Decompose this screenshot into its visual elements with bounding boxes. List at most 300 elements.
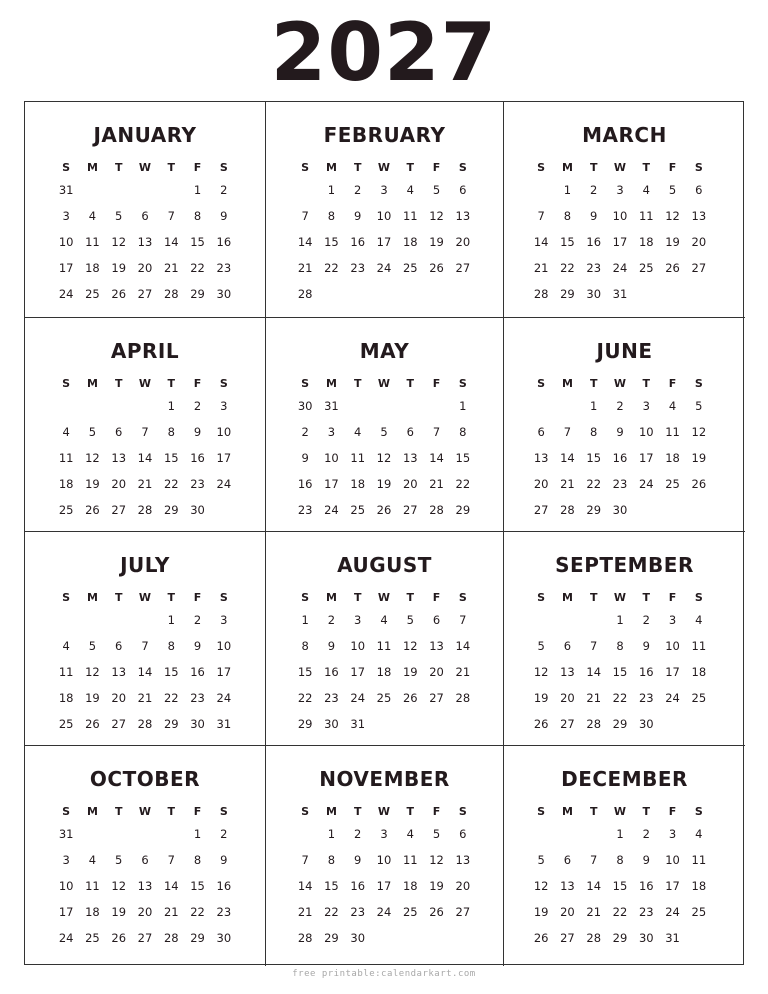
day-cell: 22 — [612, 905, 628, 919]
day-cell: 4 — [354, 425, 362, 439]
day-cell — [158, 823, 184, 849]
day-cell: 14 — [560, 451, 575, 465]
weekday-label: M — [325, 591, 337, 604]
day-cell: 17 — [350, 665, 366, 679]
day-cell: 9 — [616, 425, 624, 439]
weekday-label: M — [325, 161, 337, 174]
weekday-label: S — [62, 805, 71, 818]
day-cell: 22 — [560, 261, 575, 275]
day-cell: 8 — [563, 209, 572, 223]
day-cell: 24 — [324, 503, 339, 517]
day-cell: 25 — [350, 503, 366, 517]
day-cell: 15 — [560, 235, 575, 249]
weekday-label: S — [301, 805, 310, 818]
day-cell — [633, 499, 659, 525]
weekday-label: T — [589, 591, 598, 604]
day-cell: 11 — [691, 853, 707, 867]
day-cell — [423, 713, 449, 739]
day-cell: 27 — [111, 717, 127, 731]
day-cell: 19 — [665, 235, 680, 249]
weekday-label: S — [537, 591, 546, 604]
day-cell: 28 — [137, 503, 153, 517]
day-cell — [106, 823, 132, 849]
weekday-label: S — [537, 805, 546, 818]
day-cell — [106, 609, 132, 635]
day-cell: 4 — [88, 853, 97, 867]
day-cell: 22 — [297, 691, 313, 705]
week-row — [292, 609, 476, 635]
weekday-label: W — [138, 377, 152, 390]
day-cell: 2 — [590, 183, 598, 197]
day-cell: 30 — [612, 503, 628, 517]
day-cell: 1 — [327, 183, 336, 197]
day-cell: 4 — [62, 639, 70, 653]
weekday-label: S — [537, 161, 546, 174]
day-cell: 13 — [455, 853, 471, 867]
day-cell — [554, 823, 580, 849]
day-cell: 16 — [216, 879, 232, 893]
week-row — [528, 421, 712, 447]
day-cell: 19 — [111, 261, 127, 275]
day-cell: 7 — [537, 209, 545, 223]
weekday-label: S — [694, 591, 703, 604]
day-cell: 26 — [85, 503, 100, 517]
day-cell: 25 — [691, 691, 707, 705]
month-name: MAY — [359, 339, 410, 363]
weekday-label: W — [377, 591, 391, 604]
day-cell: 28 — [137, 717, 153, 731]
week-row — [292, 687, 476, 713]
day-cell: 22 — [190, 905, 205, 919]
month-days-table — [53, 801, 237, 953]
day-cell: 1 — [193, 183, 202, 197]
month-august — [266, 532, 504, 746]
day-cell: 19 — [691, 451, 707, 465]
day-cell: 15 — [190, 235, 205, 249]
day-cell — [450, 283, 476, 309]
day-cell: 29 — [612, 931, 628, 945]
weekday-label: F — [193, 161, 202, 174]
weekday-header — [528, 587, 712, 609]
day-cell — [686, 927, 712, 953]
day-cell: 28 — [297, 287, 313, 301]
month-name: MARCH — [582, 123, 667, 147]
day-cell: 20 — [137, 261, 153, 275]
day-cell: 8 — [459, 425, 467, 439]
day-cell — [132, 395, 158, 421]
day-cell: 2 — [354, 183, 362, 197]
day-cell: 13 — [137, 879, 153, 893]
day-cell: 13 — [455, 209, 471, 223]
weekday-label: T — [406, 161, 415, 174]
day-cell: 21 — [137, 691, 153, 705]
day-cell: 30 — [216, 287, 232, 301]
day-cell: 14 — [297, 879, 313, 893]
day-cell — [158, 179, 184, 205]
week-row — [528, 205, 712, 231]
day-cell: 2 — [193, 399, 202, 413]
day-cell: 13 — [560, 879, 575, 893]
day-cell: 9 — [354, 853, 362, 867]
day-cell: 30 — [190, 717, 205, 731]
weekday-label: W — [613, 161, 627, 174]
day-cell: 8 — [193, 853, 202, 867]
week-row — [292, 713, 476, 739]
day-cell: 3 — [616, 183, 624, 197]
day-cell: 27 — [111, 503, 127, 517]
month-name: AUGUST — [337, 553, 432, 577]
day-cell: 18 — [691, 879, 707, 893]
day-cell: 20 — [560, 691, 575, 705]
week-row — [528, 473, 712, 499]
weekday-label: W — [377, 161, 391, 174]
week-row — [292, 205, 476, 231]
day-cell: 4 — [406, 183, 414, 197]
weekday-header — [528, 801, 712, 823]
day-cell: 2 — [193, 613, 202, 627]
weekday-header — [292, 801, 476, 823]
day-cell: 22 — [163, 691, 179, 705]
day-cell: 24 — [665, 691, 680, 705]
weekday-header — [53, 157, 237, 179]
day-cell: 28 — [429, 503, 444, 517]
month-february — [266, 102, 504, 318]
month-name: OCTOBER — [89, 767, 201, 791]
day-cell: 28 — [560, 503, 575, 517]
day-cell: 26 — [665, 261, 680, 275]
day-cell: 7 — [563, 425, 572, 439]
day-cell — [292, 823, 318, 849]
weekday-label: S — [301, 377, 310, 390]
day-cell: 12 — [85, 451, 100, 465]
weekday-label: T — [114, 161, 123, 174]
day-cell — [528, 609, 554, 635]
day-cell: 2 — [616, 399, 624, 413]
day-cell: 25 — [665, 477, 680, 491]
day-cell: 9 — [354, 209, 362, 223]
weekday-label: M — [86, 805, 98, 818]
day-cell: 27 — [533, 503, 549, 517]
day-cell: 10 — [58, 879, 74, 893]
day-cell: 2 — [327, 613, 336, 627]
weekday-label: M — [561, 161, 573, 174]
day-cell: 30 — [216, 931, 232, 945]
day-cell: 21 — [533, 261, 549, 275]
day-cell: 14 — [137, 665, 153, 679]
week-row — [292, 421, 476, 447]
weekday-label: S — [219, 591, 228, 604]
month-days-table — [53, 157, 237, 309]
weekday-label: W — [613, 805, 627, 818]
day-cell: 23 — [216, 905, 232, 919]
day-cell: 2 — [301, 425, 309, 439]
week-row — [292, 257, 476, 283]
day-cell: 16 — [190, 451, 205, 465]
weekday-label: T — [167, 591, 176, 604]
day-cell: 25 — [376, 691, 392, 705]
day-cell — [450, 927, 476, 953]
weekday-label: F — [668, 161, 677, 174]
day-cell: 7 — [301, 853, 309, 867]
day-cell: 3 — [354, 613, 362, 627]
day-cell: 26 — [429, 261, 444, 275]
day-cell: 11 — [58, 451, 74, 465]
weekday-label: M — [325, 805, 337, 818]
weekday-label: T — [642, 377, 651, 390]
day-cell: 3 — [220, 613, 228, 627]
month-days-table — [528, 157, 712, 309]
weekday-label: S — [458, 805, 467, 818]
day-cell: 31 — [350, 717, 366, 731]
day-cell — [371, 283, 397, 309]
day-cell: 20 — [691, 235, 707, 249]
day-cell: 18 — [691, 665, 707, 679]
week-row — [53, 661, 237, 687]
week-row — [292, 849, 476, 875]
weekday-label: S — [62, 591, 71, 604]
day-cell: 15 — [455, 451, 471, 465]
month-days-table — [292, 373, 476, 525]
day-cell — [659, 283, 685, 309]
weekday-label: T — [167, 805, 176, 818]
day-cell: 20 — [402, 477, 418, 491]
day-cell: 24 — [216, 477, 232, 491]
day-cell: 25 — [402, 905, 418, 919]
day-cell: 13 — [111, 665, 127, 679]
day-cell: 20 — [137, 905, 153, 919]
day-cell: 29 — [455, 503, 471, 517]
day-cell: 8 — [167, 425, 175, 439]
weekday-header — [292, 373, 476, 395]
week-row — [292, 635, 476, 661]
weekday-label: W — [377, 377, 391, 390]
weekday-label: M — [86, 161, 98, 174]
day-cell: 21 — [586, 905, 602, 919]
day-cell: 13 — [402, 451, 418, 465]
day-cell: 1 — [563, 183, 572, 197]
day-cell: 31 — [216, 717, 232, 731]
weekday-label: T — [353, 161, 362, 174]
day-cell: 17 — [216, 665, 232, 679]
weekday-label: T — [353, 805, 362, 818]
day-cell: 24 — [376, 905, 392, 919]
weekday-label: T — [642, 805, 651, 818]
day-cell: 26 — [402, 691, 418, 705]
day-cell: 15 — [163, 665, 179, 679]
weekday-label: F — [193, 377, 202, 390]
weekday-label: M — [561, 591, 573, 604]
day-cell: 15 — [190, 879, 205, 893]
day-cell: 5 — [432, 827, 441, 841]
week-row — [528, 447, 712, 473]
day-cell: 15 — [324, 235, 339, 249]
weekday-label: T — [114, 805, 123, 818]
day-cell: 16 — [638, 665, 654, 679]
weekday-label: T — [406, 591, 415, 604]
day-cell: 14 — [586, 879, 602, 893]
weekday-label: S — [537, 377, 546, 390]
day-cell: 24 — [58, 287, 74, 301]
day-cell: 29 — [190, 287, 205, 301]
day-cell — [581, 609, 607, 635]
day-cell: 13 — [691, 209, 707, 223]
day-cell: 1 — [616, 613, 624, 627]
day-cell: 16 — [638, 879, 654, 893]
day-cell: 26 — [111, 287, 127, 301]
day-cell: 22 — [163, 477, 179, 491]
weekday-label: T — [642, 591, 651, 604]
week-row — [528, 823, 712, 849]
day-cell: 29 — [297, 717, 313, 731]
week-row — [292, 901, 476, 927]
day-cell: 17 — [376, 879, 392, 893]
day-cell — [79, 179, 105, 205]
day-cell: 26 — [85, 717, 100, 731]
weekday-label: M — [325, 377, 337, 390]
day-cell: 31 — [324, 399, 339, 413]
day-cell — [79, 823, 105, 849]
week-row — [528, 499, 712, 525]
week-row — [53, 395, 237, 421]
day-cell: 21 — [137, 477, 153, 491]
day-cell: 10 — [376, 209, 392, 223]
week-row — [292, 283, 476, 309]
month-november — [266, 746, 504, 966]
day-cell: 10 — [324, 451, 339, 465]
day-cell: 28 — [297, 931, 313, 945]
day-cell — [528, 823, 554, 849]
week-row — [528, 257, 712, 283]
day-cell: 27 — [137, 931, 153, 945]
day-cell: 8 — [327, 209, 336, 223]
weekday-label: T — [353, 377, 362, 390]
day-cell: 19 — [402, 665, 418, 679]
day-cell: 27 — [691, 261, 707, 275]
day-cell: 5 — [115, 853, 123, 867]
day-cell: 6 — [141, 853, 149, 867]
day-cell — [132, 179, 158, 205]
day-cell: 17 — [665, 879, 680, 893]
day-cell: 24 — [612, 261, 628, 275]
day-cell: 7 — [301, 209, 309, 223]
day-cell: 2 — [220, 183, 228, 197]
day-cell: 5 — [406, 613, 414, 627]
day-cell: 24 — [216, 691, 232, 705]
day-cell: 23 — [216, 261, 232, 275]
weekday-header — [53, 587, 237, 609]
day-cell: 31 — [612, 287, 628, 301]
month-days-table — [292, 587, 476, 739]
day-cell: 27 — [137, 287, 153, 301]
day-cell: 4 — [642, 183, 650, 197]
day-cell: 9 — [590, 209, 598, 223]
week-row — [53, 713, 237, 739]
week-row — [53, 875, 237, 901]
day-cell: 6 — [537, 425, 545, 439]
week-row — [292, 927, 476, 953]
day-cell: 8 — [301, 639, 309, 653]
month-days-table — [528, 373, 712, 525]
week-row — [53, 257, 237, 283]
day-cell — [106, 395, 132, 421]
week-row — [292, 823, 476, 849]
day-cell — [211, 499, 237, 525]
day-cell: 3 — [62, 209, 70, 223]
day-cell: 21 — [297, 261, 313, 275]
day-cell: 20 — [560, 905, 575, 919]
week-row — [528, 635, 712, 661]
day-cell: 31 — [665, 931, 680, 945]
day-cell: 29 — [163, 503, 179, 517]
day-cell: 3 — [380, 183, 388, 197]
day-cell: 29 — [612, 717, 628, 731]
week-row — [292, 179, 476, 205]
week-row — [528, 901, 712, 927]
weekday-label: M — [561, 377, 573, 390]
week-row — [528, 231, 712, 257]
day-cell: 23 — [350, 261, 366, 275]
day-cell: 20 — [429, 665, 444, 679]
day-cell: 11 — [691, 639, 707, 653]
week-row — [528, 713, 712, 739]
month-october — [25, 746, 266, 966]
day-cell: 10 — [612, 209, 628, 223]
week-row — [292, 231, 476, 257]
day-cell: 21 — [586, 691, 602, 705]
day-cell — [371, 713, 397, 739]
weekday-label: T — [167, 377, 176, 390]
weekday-label: F — [193, 805, 202, 818]
day-cell: 30 — [586, 287, 602, 301]
weekday-label: F — [432, 591, 441, 604]
day-cell: 19 — [85, 477, 100, 491]
day-cell: 10 — [638, 425, 654, 439]
week-row — [528, 283, 712, 309]
day-cell: 15 — [612, 665, 628, 679]
weekday-label: W — [138, 591, 152, 604]
weekday-label: F — [432, 805, 441, 818]
day-cell: 5 — [668, 183, 677, 197]
day-cell: 7 — [459, 613, 467, 627]
day-cell: 11 — [402, 209, 418, 223]
day-cell: 5 — [88, 639, 97, 653]
day-cell: 25 — [85, 287, 100, 301]
month-name: FEBRUARY — [323, 123, 446, 147]
day-cell: 12 — [429, 209, 444, 223]
month-june — [504, 318, 745, 532]
day-cell: 26 — [691, 477, 707, 491]
week-row — [53, 823, 237, 849]
day-cell: 27 — [560, 931, 575, 945]
day-cell: 22 — [612, 691, 628, 705]
day-cell: 12 — [376, 451, 392, 465]
month-days-table — [292, 801, 476, 953]
day-cell: 9 — [642, 639, 650, 653]
day-cell: 18 — [402, 879, 418, 893]
day-cell: 24 — [665, 905, 680, 919]
day-cell: 11 — [350, 451, 366, 465]
weekday-label: T — [589, 161, 598, 174]
day-cell: 18 — [402, 235, 418, 249]
day-cell: 1 — [590, 399, 598, 413]
week-row — [53, 687, 237, 713]
month-name: SEPTEMBER — [555, 553, 694, 577]
day-cell: 23 — [612, 477, 628, 491]
day-cell: 12 — [402, 639, 418, 653]
day-cell: 28 — [586, 931, 602, 945]
day-cell: 5 — [695, 399, 703, 413]
day-cell: 5 — [537, 853, 545, 867]
